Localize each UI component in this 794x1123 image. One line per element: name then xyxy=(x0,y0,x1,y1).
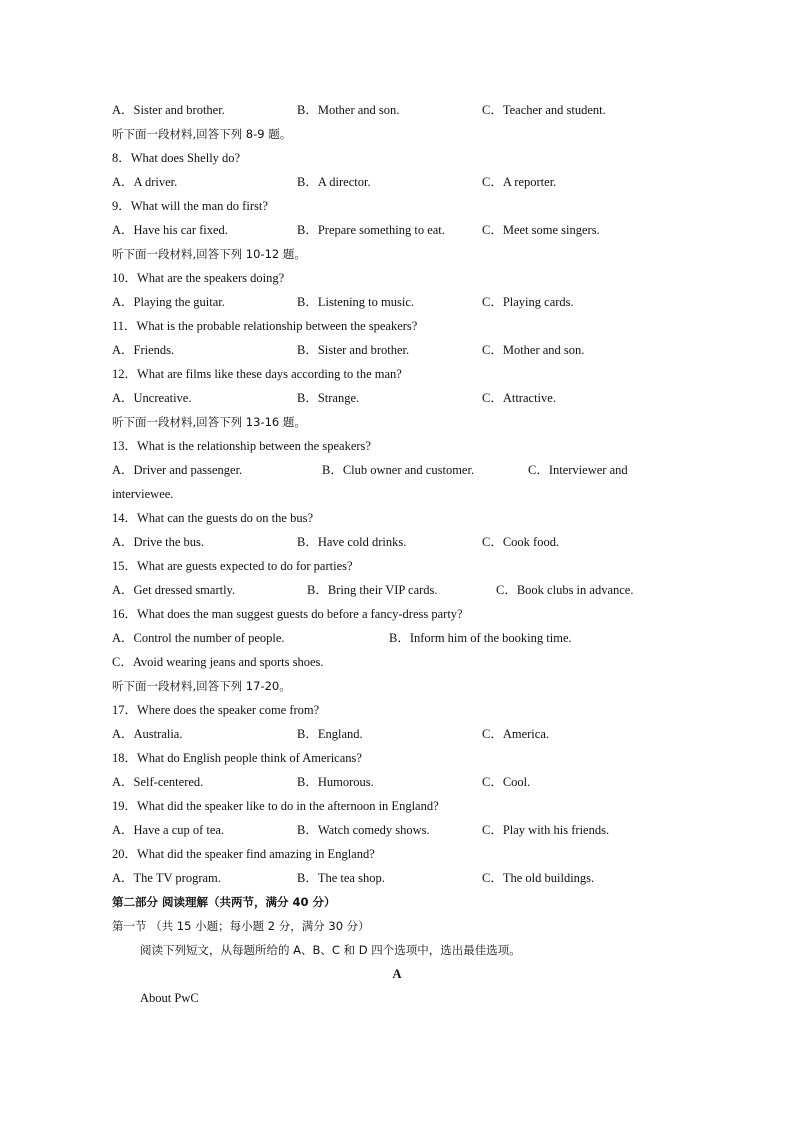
section-1-heading: 第一节 （共 15 小题；每小题 2 分，满分 30 分） xyxy=(112,919,370,933)
option-c: C．The old buildings. xyxy=(482,871,595,885)
question-13: 13．What is the relationship between the speakers? xyxy=(112,439,371,453)
option-b: B．Mother and son. xyxy=(297,103,400,117)
question-18: 18．What do English people think of Americans? xyxy=(112,751,362,765)
option-c: C．Interviewer and xyxy=(528,463,628,477)
option-c: C．Cook food. xyxy=(482,535,560,549)
question-19: 19．What did the speaker like to do in the afternoon in England? xyxy=(112,799,439,813)
option-c: C．America. xyxy=(482,727,549,741)
option-c: C．Meet some singers. xyxy=(482,223,600,237)
instruction-17-20: 听下面一段材料,回答下列 17-20。 xyxy=(112,679,291,693)
option-c: C．Attractive. xyxy=(482,391,556,405)
instruction-8-9: 听下面一段材料,回答下列 8-9 题。 xyxy=(112,127,292,141)
option-a: A．Get dressed smartly. xyxy=(112,583,236,597)
option-b: B．Prepare something to eat. xyxy=(297,223,445,237)
option-a: A．A driver. xyxy=(112,175,178,189)
option-c: C．Cool. xyxy=(482,775,531,789)
option-b: B．Club owner and customer. xyxy=(322,463,475,477)
option-b: B．A director. xyxy=(297,175,371,189)
reading-instruction: 阅读下列短文，从每题所给的 A、B、C 和 D 四个选项中，选出最佳选项。 xyxy=(140,943,521,957)
option-a: A．Self-centered. xyxy=(112,775,204,789)
question-9: 9．What will the man do first? xyxy=(112,199,268,213)
passage-label: A xyxy=(392,967,402,981)
question-14: 14．What can the guests do on the bus? xyxy=(112,511,313,525)
option-c: C．Mother and son. xyxy=(482,343,585,357)
option-b: B．Watch comedy shows. xyxy=(297,823,430,837)
option-a: A．Playing the guitar. xyxy=(112,295,225,309)
option-a: A．Uncreative. xyxy=(112,391,192,405)
option-a: A．The TV program. xyxy=(112,871,221,885)
part-2-heading: 第二部分 阅读理解（共两节，满分 40 分） xyxy=(112,895,336,909)
question-12: 12．What are films like these days according to the man? xyxy=(112,367,402,381)
instruction-10-12: 听下面一段材料,回答下列 10-12 题。 xyxy=(112,247,306,261)
question-8: 8．What does Shelly do? xyxy=(112,151,241,165)
option-c: C．Book clubs in advance. xyxy=(496,583,634,597)
option-a: A．Have his car fixed. xyxy=(112,223,228,237)
passage-title: About PwC xyxy=(140,991,199,1005)
option-c: C．Teacher and student. xyxy=(482,103,606,117)
question-10: 10．What are the speakers doing? xyxy=(112,271,285,285)
option-b: B．Strange. xyxy=(297,391,360,405)
question-16: 16．What does the man suggest guests do before a fancy-dress party? xyxy=(112,607,463,621)
option-a: A．Have a cup of tea. xyxy=(112,823,225,837)
option-b: B．Inform him of the booking time. xyxy=(389,631,572,645)
option-a: A．Control the number of people. xyxy=(112,631,285,645)
question-11: 11．What is the probable relationship between the speakers? xyxy=(112,319,418,333)
option-a: A．Friends. xyxy=(112,343,175,357)
option-b: B．England. xyxy=(297,727,363,741)
option-a: A．Driver and passenger. xyxy=(112,463,243,477)
option-a: A．Drive the bus. xyxy=(112,535,204,549)
option-c-continued: interviewee. xyxy=(112,487,174,501)
option-c: C．Play with his friends. xyxy=(482,823,610,837)
question-15: 15．What are guests expected to do for parties? xyxy=(112,559,353,573)
option-b: B．The tea shop. xyxy=(297,871,385,885)
option-a: A．Australia. xyxy=(112,727,183,741)
instruction-13-16: 听下面一段材料,回答下列 13-16 题。 xyxy=(112,415,306,429)
option-c: C．Avoid wearing jeans and sports shoes. xyxy=(112,655,324,669)
question-17: 17．Where does the speaker come from? xyxy=(112,703,320,717)
option-b: B．Have cold drinks. xyxy=(297,535,407,549)
option-b: B．Sister and brother. xyxy=(297,343,410,357)
option-b: B．Humorous. xyxy=(297,775,374,789)
option-b: B．Bring their VIP cards. xyxy=(307,583,438,597)
question-20: 20．What did the speaker find amazing in England? xyxy=(112,847,375,861)
option-a: A．Sister and brother. xyxy=(112,103,225,117)
option-c: C．Playing cards. xyxy=(482,295,574,309)
option-b: B．Listening to music. xyxy=(297,295,415,309)
option-c: C．A reporter. xyxy=(482,175,557,189)
